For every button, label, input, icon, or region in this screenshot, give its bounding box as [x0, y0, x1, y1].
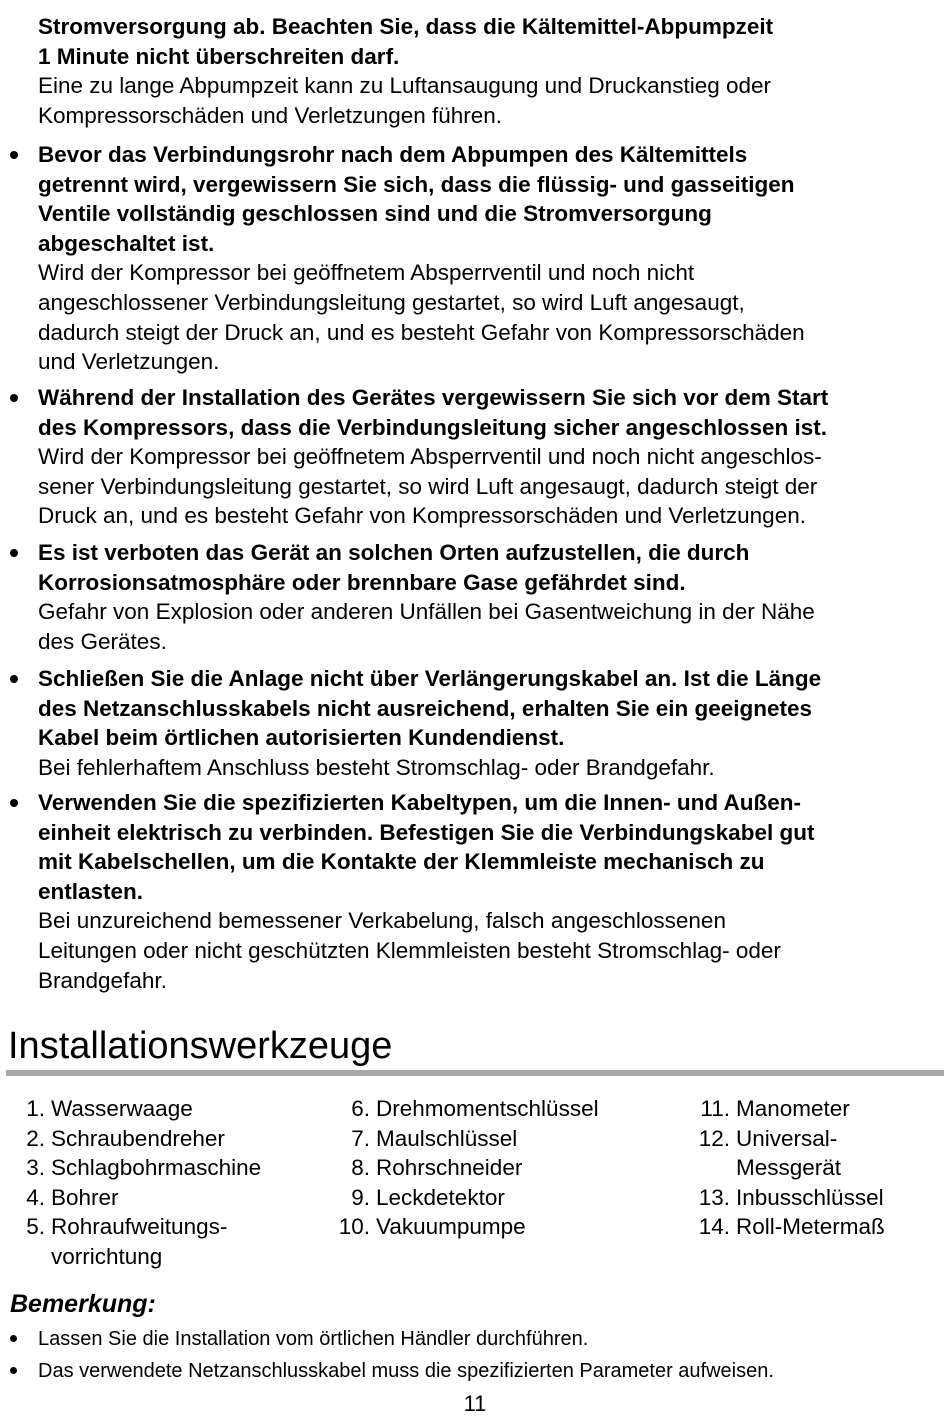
tool-number: 6.	[351, 1096, 370, 1121]
bullet-icon	[10, 549, 18, 557]
tool-name: Vakuumpumpe	[376, 1214, 526, 1240]
tool-name: Leckdetektor	[376, 1184, 505, 1210]
bullet-text-line: Leitungen oder nicht geschützten Klemmleisten besteht Stromschlag- oder	[38, 937, 781, 963]
tool-item	[338, 1212, 599, 1242]
bullet-bold-line: des Kompressors, dass die Verbindungsleitung sicher angeschlossen ist.	[38, 414, 827, 440]
tool-number: 10.	[338, 1214, 370, 1240]
tool-item	[26, 1153, 262, 1183]
tool-number: 11.	[700, 1096, 730, 1121]
tool-item	[698, 1183, 885, 1213]
tool-number: 3.	[26, 1155, 45, 1181]
tool-item	[26, 1183, 261, 1213]
bullet-bold-line: entlasten.	[38, 878, 144, 904]
tool-name: vorrichtung	[51, 1243, 163, 1269]
tool-item-continuation	[736, 1153, 885, 1183]
tool-name: Messgerät	[736, 1155, 842, 1181]
tool-name: Universal-	[736, 1125, 838, 1151]
tool-number: 14.	[698, 1214, 730, 1240]
bullet-bold-line: Während der Installation des Gerätes vergewissern Sie sich vor dem Start	[38, 385, 829, 410]
tool-item	[698, 1212, 885, 1242]
tool-number: 1.	[26, 1096, 45, 1121]
tool-number: 4.	[26, 1184, 45, 1210]
warning-bold-line: 1 Minute nicht überschreiten darf.	[38, 43, 400, 69]
bullet-text-line: Brandgefahr.	[38, 967, 167, 993]
tool-item	[26, 1124, 261, 1154]
tools-column-3	[698, 1094, 885, 1242]
continued-warning	[38, 12, 943, 130]
tool-number: 13.	[698, 1184, 730, 1210]
tools-column-2	[338, 1094, 599, 1242]
tool-item	[700, 1094, 885, 1124]
bullet-text-line: Bei fehlerhaftem Anschluss besteht Stromschlag- oder Brandgefahr.	[38, 754, 715, 780]
tool-name: Rohraufweitungs-	[51, 1214, 228, 1240]
tool-item	[351, 1153, 599, 1183]
bullet-text-line: Wird der Kompressor bei geöffnetem Absperrventil und noch nicht angeschlos-	[38, 444, 822, 470]
bullet-text-line: des Gerätes.	[38, 628, 167, 654]
bullet-bold-line: Kabel beim örtlichen autorisierten Kundendienst.	[38, 725, 565, 751]
tool-item	[698, 1124, 885, 1154]
bullet-icon	[10, 675, 18, 683]
bullet-text-line: Bei unzureichend bemessener Verkabelung, falsch angeschlossenen	[38, 908, 726, 934]
bullet-icon	[10, 1335, 17, 1342]
bullet-icon	[10, 1367, 17, 1374]
tool-name: Schraubendreher	[51, 1125, 225, 1151]
bullet-text-line: angeschlossener Verbindungsleitung gestartet, so wird Luft angesaugt,	[38, 289, 745, 315]
bullet-bold-line: einheit elektrisch zu verbinden. Befestigen Sie die Verbindungskabel gut	[38, 819, 815, 845]
tool-name: Wasserwaage	[51, 1096, 193, 1121]
bullet-bold-line: des Netzanschlusskabels nicht ausreichend, erhalten Sie ein geeignetes	[38, 695, 813, 721]
bullet-icon	[10, 799, 18, 807]
tool-item	[26, 1212, 261, 1242]
tool-item	[351, 1094, 599, 1124]
tool-name: Maulschlüssel	[376, 1125, 518, 1151]
bullet-bold-line: mit Kabelschellen, um die Kontakte der Klemmleiste mechanisch zu	[38, 849, 765, 875]
safety-bullet-pump-down	[38, 140, 943, 377]
tool-number: 7.	[351, 1125, 370, 1151]
safety-bullet-compressor-start	[38, 383, 943, 531]
tool-name: Bohrer	[51, 1184, 119, 1210]
tool-number: 5.	[26, 1214, 45, 1240]
bullet-bold-line: Schließen Sie die Anlage nicht über Verlängerungskabel an. Ist die Länge	[38, 666, 822, 691]
bullet-bold-line: Bevor das Verbindungsrohr nach dem Abpumpen des Kältemittels	[38, 142, 748, 167]
tool-name: Roll-Metermaß	[736, 1214, 885, 1240]
bullet-text-line: Wird der Kompressor bei geöffnetem Absperrventil und noch nicht	[38, 260, 695, 286]
remark-title: Bemerkung:	[10, 1290, 156, 1318]
bullet-bold-line: Korrosionsatmosphäre oder brennbare Gase gefährdet sind.	[38, 569, 686, 595]
bullet-bold-line: abgeschaltet ist.	[38, 230, 215, 256]
bullet-icon	[10, 394, 18, 402]
bullet-bold-line: Ventile vollständig geschlossen sind und die Stromversorgung	[38, 201, 712, 227]
bullet-bold-line: Es ist verboten das Gerät an solchen Orten aufzustellen, die durch	[38, 540, 750, 565]
tool-item	[351, 1183, 599, 1213]
warning-text-line: Kompressorschäden und Verletzungen führen.	[38, 102, 503, 128]
tool-item-continuation	[51, 1242, 261, 1272]
bullet-icon	[10, 151, 18, 159]
page-number: 11	[463, 1391, 487, 1416]
bullet-text-line: Gefahr von Explosion oder anderen Unfällen bei Gasentweichung in der Nähe	[38, 599, 815, 625]
bullet-text-line: und Verletzungen.	[38, 349, 220, 375]
bullet-bold-line: Verwenden Sie die spezifizierten Kabeltypen, um die Innen- und Außen-	[38, 790, 802, 815]
remark-item: Lassen Sie die Installation vom örtlichen Händler durchführen.	[38, 1328, 589, 1350]
tool-item	[351, 1124, 599, 1154]
warning-text-line: Eine zu lange Abpumpzeit kann zu Luftansaugung und Druckanstieg oder	[38, 73, 772, 99]
tool-number: 8.	[351, 1155, 370, 1181]
tool-name: Rohrschneider	[376, 1155, 523, 1181]
bullet-text-line: Druck an, und es besteht Gefahr von Kompressorschäden und Verletzungen.	[38, 503, 806, 529]
tool-number: 2.	[26, 1125, 45, 1151]
remark-item: Das verwendete Netzanschlusskabel muss die spezifizierten Parameter aufweisen.	[38, 1360, 774, 1382]
tool-item	[26, 1094, 261, 1124]
tool-name: Drehmomentschlüssel	[376, 1096, 599, 1121]
tool-name: Inbusschlüssel	[736, 1184, 884, 1210]
bullet-text-line: dadurch steigt der Druck an, und es besteht Gefahr von Kompressorschäden	[38, 319, 805, 345]
tool-number: 9.	[351, 1184, 370, 1210]
warning-bold-line: Stromversorgung ab. Beachten Sie, dass die Kältemittel-Abpumpzeit	[38, 14, 774, 39]
tool-name: Schlagbohrmaschine	[51, 1155, 262, 1181]
safety-bullet-cable-types	[38, 788, 943, 995]
tool-name: Manometer	[736, 1096, 850, 1121]
tool-number: 12.	[698, 1125, 730, 1151]
bullet-bold-line: getrennt wird, vergewissern Sie sich, dass die flüssig- und gasseitigen	[38, 171, 795, 197]
section-divider	[6, 1070, 944, 1076]
safety-bullet-extension-cable	[38, 664, 943, 782]
bullet-text-line: sener Verbindungsleitung gestartet, so wird Luft angesaugt, dadurch steigt der	[38, 473, 818, 499]
safety-bullet-location	[38, 538, 943, 656]
tools-column-1	[26, 1094, 262, 1272]
section-title: Installationswerkzeuge	[8, 1025, 393, 1067]
